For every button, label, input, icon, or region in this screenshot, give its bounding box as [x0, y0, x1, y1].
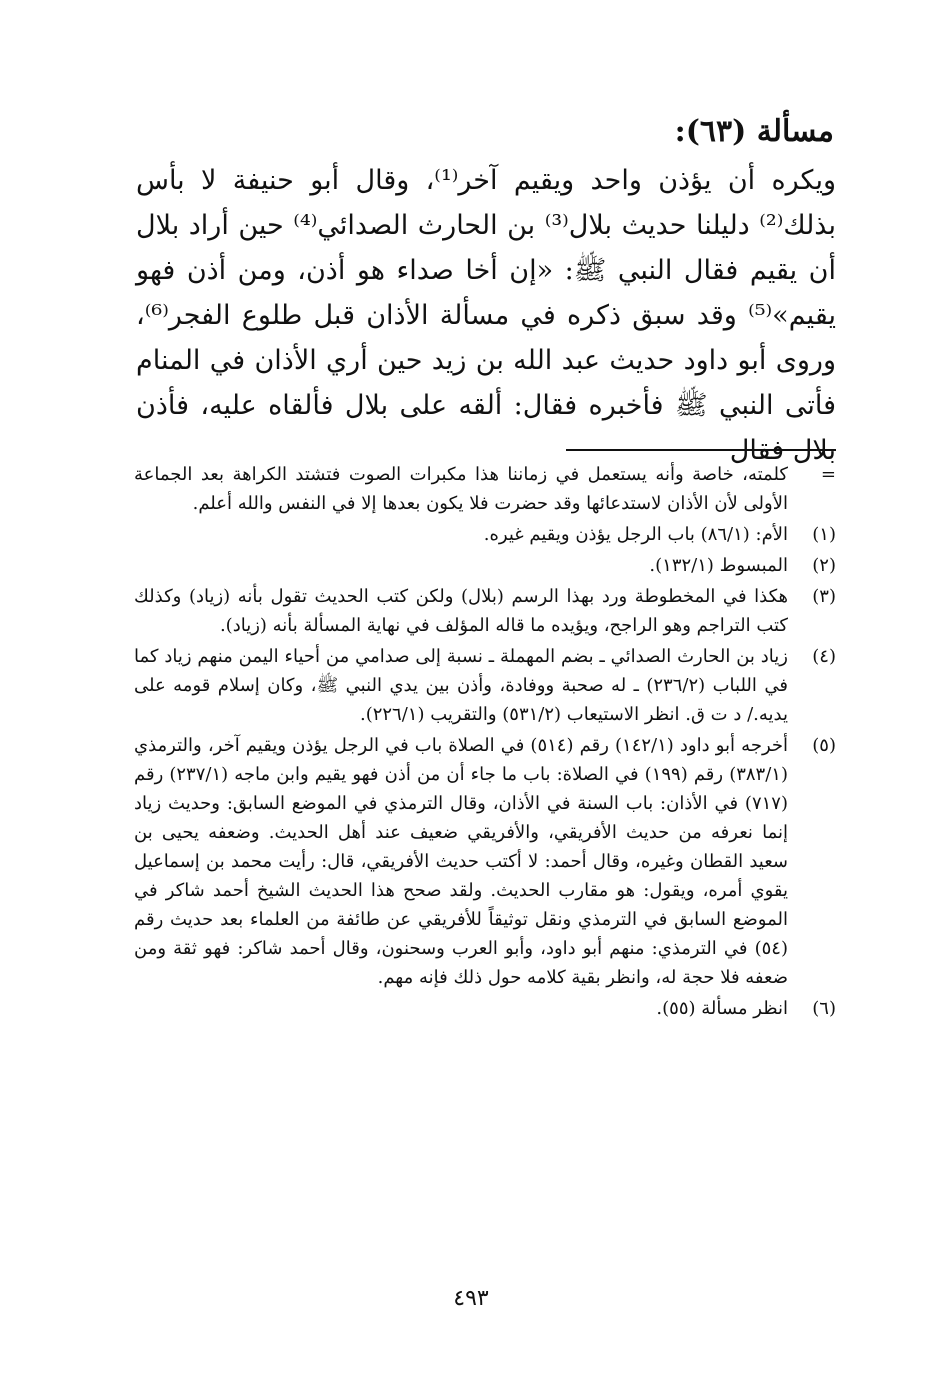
footnote-marker: (٣)	[812, 586, 836, 607]
page-number: ٤٩٣	[453, 1286, 489, 1311]
footnote-text: كلمته، خاصة وأنه يستعمل في زماننا هذا مكبرات الصوت فتشتد الكراهة بعد الجماعة الأولى لأن الأذان لاستدعائها وقد حضرت فلا يكون بعدها إلا في النفس والله أعلم.	[134, 464, 788, 514]
footnote-marker: (٤)	[812, 646, 836, 667]
footnote-text: انظر مسألة (٥٥).	[656, 998, 788, 1019]
footnote-3	[134, 582, 836, 640]
footnote-5	[134, 731, 836, 992]
footnote-continuation	[134, 460, 836, 518]
footnote-2	[134, 551, 836, 580]
footnote-text: المبسوط (١٣٢/١).	[649, 555, 788, 576]
main-paragraph: ويكره أن يؤذن واحد ويقيم آخر⁽¹⁾، وقال أبو حنيفة لا بأس بذلك⁽²⁾ دليلنا حديث بلال⁽³⁾ بن الحارث الصدائي⁽⁴⁾ حين أراد بلال أن يقيم فقال النبي ﷺ: «إن أخا صداء هو أذن، ومن أذن فهو يقيم»⁽⁵⁾ وقد سبق ذكره في مسألة الأذان قبل طلوع الفجر⁽⁶⁾، وروى أبو داود حديث عبد الله بن زيد حين أري الأذان في المنام فأتى النبي ﷺ فأخبره فقال: ألقه على بلال فألقاه عليه، فأذن بلال فقال	[136, 165, 837, 466]
footnote-6	[134, 994, 836, 1023]
footnote-1	[134, 520, 836, 549]
footnote-text: هكذا في المخطوطة ورد بهذا الرسم (بلال) ولكن كتب الحديث تقول بأنه (زياد) وكذلك كتب التراجم وهو الراجح، ويؤيده ما قاله المؤلف في نهاية المسألة بأنه (زياد).	[134, 586, 788, 636]
footnote-text: الأم: (٨٦/١) باب الرجل يؤذن ويقيم غيره.	[483, 524, 788, 545]
footnote-text: زياد بن الحارث الصدائي ـ بضم المهملة ـ نسبة إلى صدامي من أحياء اليمن منهم زياد كما في اللباب (٢٣٦/٢) ـ له صحبة ووفادة، وأذن بين يدي النبي ﷺ، وكان إسلام قومه على يديه./ د ت ق. انظر الاستيعاب (٥٣١/٢) والتقريب (٢٢٦/١).	[134, 646, 788, 725]
main-text	[136, 158, 836, 473]
footnote-marker: =	[820, 464, 836, 485]
footnote-text: أخرجه أبو داود (١٤٢/١) رقم (٥١٤) في الصلاة باب في الرجل يؤذن ويقيم آخر، والترمذي (٣٨٣/١) رقم (١٩٩) في الصلاة: باب ما جاء أن من أذن فهو يقيم وابن ماجه (٢٣٧/١) رقم (٧١٧) في الأذان: باب السنة في الأذان، وقال الترمذي في الموضع السابق: وحديث زياد إنما نعرفه من حديث الأفريقي، والأفريقي ضعيف عند أهل الحديث. وضعفه يحيى بن سعيد القطان وغيره، وقال أحمد: لا أكتب حديث الأفريقي، قال: رأيت محمد بن إسماعيل يقوي أمره، ويقول: هو مقارب الحديث. ولقد صحح هذا الحديث الشيخ أحمد شاكر في الموضع السابق في الترمذي ونقل توثيقاً للأفريقي عن طائفة من العلماء بعد حديث رقم (٥٤) في الترمذي: منهم أبو داود، وأبو العرب وسحنون، وقال أحمد شاكر: فهو ثقة ومن ضعفه فلا حجة له، وانظر بقية كلامه حول ذلك فإنه مهم.	[134, 735, 789, 988]
issue-heading: مسألة (٦٣):	[674, 114, 834, 149]
footnote-divider	[566, 449, 836, 451]
footnote-4	[134, 642, 836, 729]
footnote-marker: (١)	[812, 524, 836, 545]
footnotes-list	[134, 460, 836, 1025]
footnote-marker: (٢)	[812, 555, 836, 576]
footnote-marker: (٦)	[812, 998, 836, 1019]
footnote-marker: (٥)	[812, 735, 836, 756]
